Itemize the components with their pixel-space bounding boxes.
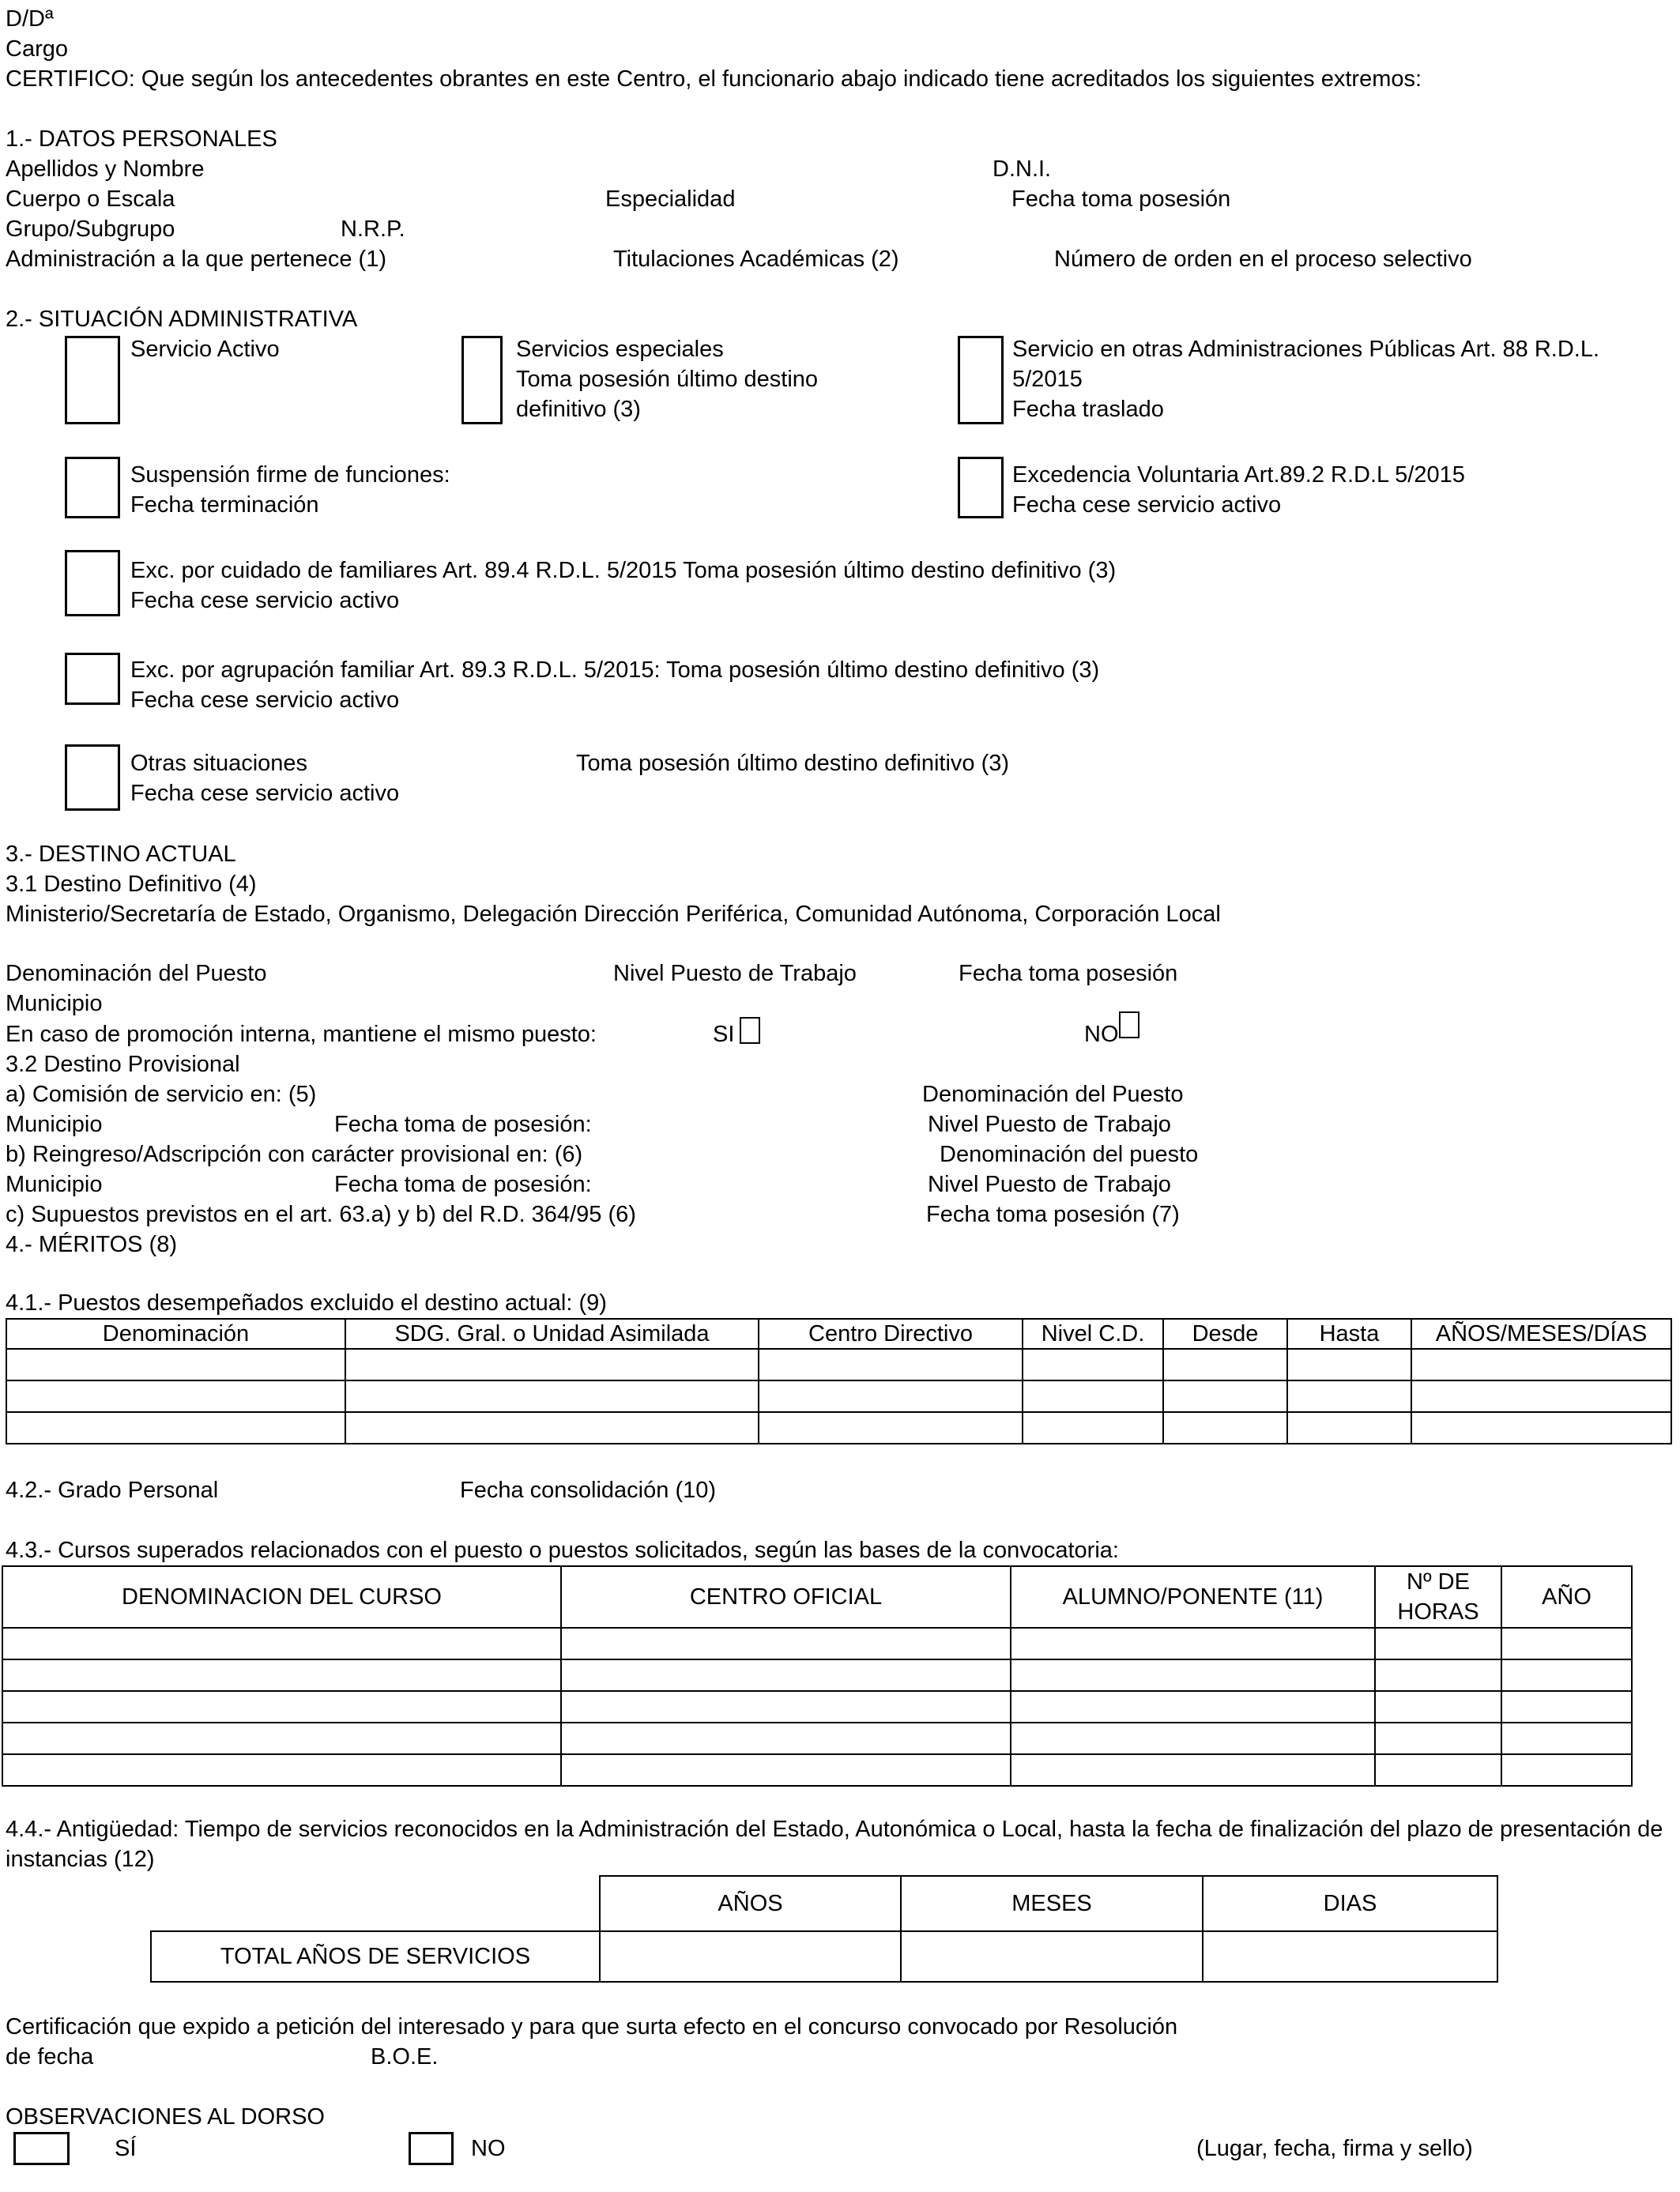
antiguedad-header — [599, 1875, 1498, 1930]
certifico-text: CERTIFICO: Que según los antecedentes obrantes en este Centro, el funcionario abajo indicado tiene acreditados los siguientes extremos: — [6, 66, 1422, 92]
certificacion-text: Certificación que expido a petición del interesado y para que surta efecto en el concurso convocado por Resolución — [6, 2014, 1178, 2039]
grado-personal-label: 4.2.- Grado Personal — [6, 1478, 219, 1503]
table-row[interactable] — [2, 1691, 1632, 1723]
fecha-consolidacion-label: Fecha consolidación (10) — [460, 1478, 717, 1503]
boe-label: B.O.E. — [371, 2044, 439, 2070]
nivel-a-label: Nivel Puesto de Trabajo — [928, 1112, 1171, 1137]
cuerpo-label: Cuerpo o Escala — [6, 186, 175, 212]
nrp-label: N.R.P. — [341, 217, 405, 242]
otras-toma-label: Toma posesión último destino definitivo (3) — [576, 751, 1010, 776]
dni-label: D.N.I. — [993, 156, 1052, 182]
table-row[interactable] — [2, 1723, 1632, 1754]
table-row[interactable] — [2, 1754, 1632, 1786]
total-meses-value[interactable] — [902, 1932, 1203, 1981]
fecha-posesion-a-label: Fecha toma de posesión: — [334, 1112, 592, 1137]
promocion-si-checkbox[interactable] — [740, 1017, 760, 1044]
supuestos-fecha-label: Fecha toma posesión (7) — [926, 1202, 1180, 1227]
dd-label: D/Dª — [6, 6, 54, 32]
cuidado-familiares-label: Exc. por cuidado de familiares Art. 89.4 R.D.L. 5/2015 Toma posesión último destino definitivo (3) — [130, 558, 1117, 583]
excedencia-label: Excedencia Voluntaria Art.89.2 R.D.L 5/2015 — [1012, 462, 1465, 488]
total-anios-label: TOTAL AÑOS DE SERVICIOS — [152, 1932, 601, 1981]
supuestos-label: c) Supuestos previstos en el art. 63.a) y b) del R.D. 364/95 (6) — [6, 1202, 636, 1227]
promocion-no-label: NO — [1084, 1022, 1119, 1047]
excedencia-checkbox[interactable] — [958, 457, 1004, 518]
puestos-title: 4.1.- Puestos desempeñados excluido el destino actual: (9) — [6, 1290, 607, 1316]
table-row[interactable] — [2, 1659, 1632, 1691]
puestos-table — [6, 1318, 1672, 1444]
especialidad-label: Especialidad — [605, 186, 736, 212]
otras-admin-line2: 5/2015 — [1012, 367, 1083, 392]
nivel-puesto-label: Nivel Puesto de Trabajo — [613, 961, 857, 986]
toma-ultimo-line1: Toma posesión último destino — [516, 367, 819, 392]
agrupacion-familiar-label: Exc. por agrupación familiar Art. 89.3 R.D.L. 5/2015: Toma posesión último destino definitivo (3) — [130, 657, 1100, 683]
promocion-si-label: SI — [713, 1022, 735, 1047]
cargo-label: Cargo — [6, 36, 68, 62]
destino-definitivo-title: 3.1 Destino Definitivo (4) — [6, 872, 257, 897]
administracion-label: Administración a la que pertenece (1) — [6, 247, 386, 272]
grupo-label: Grupo/Subgrupo — [6, 217, 175, 242]
section-3-title: 3.- DESTINO ACTUAL — [6, 842, 236, 867]
section-4-title: 4.- MÉRITOS (8) — [6, 1232, 177, 1257]
agrupacion-familiar-checkbox[interactable] — [65, 653, 120, 705]
fecha-traslado-label: Fecha traslado — [1012, 397, 1164, 422]
servicios-especiales-label: Servicios especiales — [516, 337, 724, 362]
table-header-cell: CENTRO OFICIAL — [561, 1566, 1011, 1628]
promocion-no-checkbox[interactable] — [1119, 1011, 1139, 1038]
table-header-cell: DENOMINACION DEL CURSO — [2, 1566, 561, 1628]
reingreso-denominacion-label: Denominación del puesto — [940, 1142, 1199, 1167]
otras-situaciones-label: Otras situaciones — [130, 751, 308, 776]
table-row[interactable] — [6, 1380, 1671, 1412]
titulaciones-label: Titulaciones Académicas (2) — [613, 247, 899, 272]
cursos-table — [2, 1565, 1633, 1787]
otras-admin-checkbox[interactable] — [958, 336, 1004, 424]
observaciones-label: OBSERVACIONES AL DORSO — [6, 2104, 325, 2130]
observaciones-si-checkbox[interactable] — [13, 2132, 70, 2165]
servicios-especiales-checkbox[interactable] — [461, 336, 503, 424]
total-dias-value[interactable] — [1203, 1932, 1497, 1981]
municipio-b-label: Municipio — [6, 1172, 103, 1197]
table-header-row — [6, 1319, 1671, 1349]
anios-header: AÑOS — [601, 1877, 902, 1930]
table-header-cell: Nº DE HORAS — [1375, 1566, 1501, 1628]
section-1-title: 1.- DATOS PERSONALES — [6, 126, 277, 152]
destino-provisional-title: 3.2 Destino Provisional — [6, 1052, 240, 1077]
table-row[interactable] — [2, 1628, 1632, 1659]
fecha-terminacion-label: Fecha terminación — [130, 492, 319, 518]
table-header-cell: ALUMNO/PONENTE (11) — [1011, 1566, 1375, 1628]
servicio-activo-checkbox[interactable] — [65, 336, 120, 424]
numero-orden-label: Número de orden en el proceso selectivo — [1054, 247, 1472, 272]
fecha-toma-label: Fecha toma posesión — [1011, 186, 1231, 212]
antiguedad-text: 4.4.- Antigüedad: Tiempo de servicios reconocidos en la Administración del Estado, Autonómica o Local, hasta la fecha de finalización del plazo de presentación de instancias (12) — [6, 1817, 1663, 1872]
reingreso-label: b) Reingreso/Adscripción con carácter provisional en: (6) — [6, 1142, 583, 1167]
total-anios-value[interactable] — [601, 1932, 902, 1981]
dias-header: DIAS — [1323, 1890, 1377, 1916]
table-header-cell: Hasta — [1287, 1319, 1411, 1349]
municipio-a-label: Municipio — [6, 1112, 103, 1137]
antiguedad-total-row — [150, 1930, 1498, 1983]
fecha-cese-label-2: Fecha cese servicio activo — [130, 588, 400, 613]
observaciones-no-checkbox[interactable] — [409, 2132, 454, 2165]
lugar-fecha-firma-label: (Lugar, fecha, firma y sello) — [1196, 2136, 1473, 2161]
fecha-cese-label-4: Fecha cese servicio activo — [130, 781, 400, 806]
otras-situaciones-checkbox[interactable] — [65, 744, 120, 811]
table-header-cell: SDG. Gral. o Unidad Asimilada — [345, 1319, 759, 1349]
municipio-label: Municipio — [6, 991, 103, 1016]
table-header-cell: Denominación — [6, 1319, 345, 1349]
section-2-title: 2.- SITUACIÓN ADMINISTRATIVA — [6, 307, 358, 332]
table-row[interactable] — [6, 1412, 1671, 1444]
denominacion-puesto-label: Denominación del Puesto — [6, 961, 267, 986]
table-header-cell: Nivel C.D. — [1023, 1319, 1163, 1349]
apellidos-label: Apellidos y Nombre — [6, 156, 205, 182]
observaciones-no-label: NO — [471, 2136, 506, 2161]
table-header-cell: AÑO — [1501, 1566, 1632, 1628]
suspension-checkbox[interactable] — [65, 457, 120, 518]
ministerio-label: Ministerio/Secretaría de Estado, Organismo, Delegación Dirección Periférica, Comunidad Autónoma, Corporación Local — [6, 902, 1221, 927]
fecha-cese-label-1: Fecha cese servicio activo — [1012, 492, 1282, 518]
table-row[interactable] — [6, 1349, 1671, 1380]
otras-admin-line1: Servicio en otras Administraciones Públicas Art. 88 R.D.L. — [1012, 337, 1600, 362]
table-header-cell: Desde — [1163, 1319, 1287, 1349]
suspension-label: Suspensión firme de funciones: — [130, 462, 450, 488]
meses-header: MESES — [902, 1877, 1203, 1930]
toma-ultimo-line2: definitivo (3) — [516, 397, 641, 422]
fecha-cese-label-3: Fecha cese servicio activo — [130, 687, 400, 713]
nivel-b-label: Nivel Puesto de Trabajo — [928, 1172, 1171, 1197]
observaciones-si-label: SÍ — [115, 2136, 137, 2161]
servicio-activo-label: Servicio Activo — [130, 337, 280, 362]
cuidado-familiares-checkbox[interactable] — [65, 550, 120, 616]
table-header-row — [2, 1566, 1632, 1628]
comision-denominacion-label: Denominación del Puesto — [922, 1082, 1184, 1107]
fecha-toma-posesion-label: Fecha toma posesión — [959, 961, 1178, 986]
de-fecha-label: de fecha — [6, 2044, 94, 2070]
promocion-interna-label: En caso de promoción interna, mantiene el mismo puesto: — [6, 1022, 597, 1047]
fecha-posesion-b-label: Fecha toma de posesión: — [334, 1172, 592, 1197]
comision-servicio-label: a) Comisión de servicio en: (5) — [6, 1082, 317, 1107]
table-header-cell: Centro Directivo — [759, 1319, 1023, 1349]
cursos-title: 4.3.- Cursos superados relacionados con el puesto o puestos solicitados, según las bases de la convocatoria: — [6, 1538, 1119, 1563]
table-header-cell: AÑOS/MESES/DÍAS — [1411, 1319, 1671, 1349]
